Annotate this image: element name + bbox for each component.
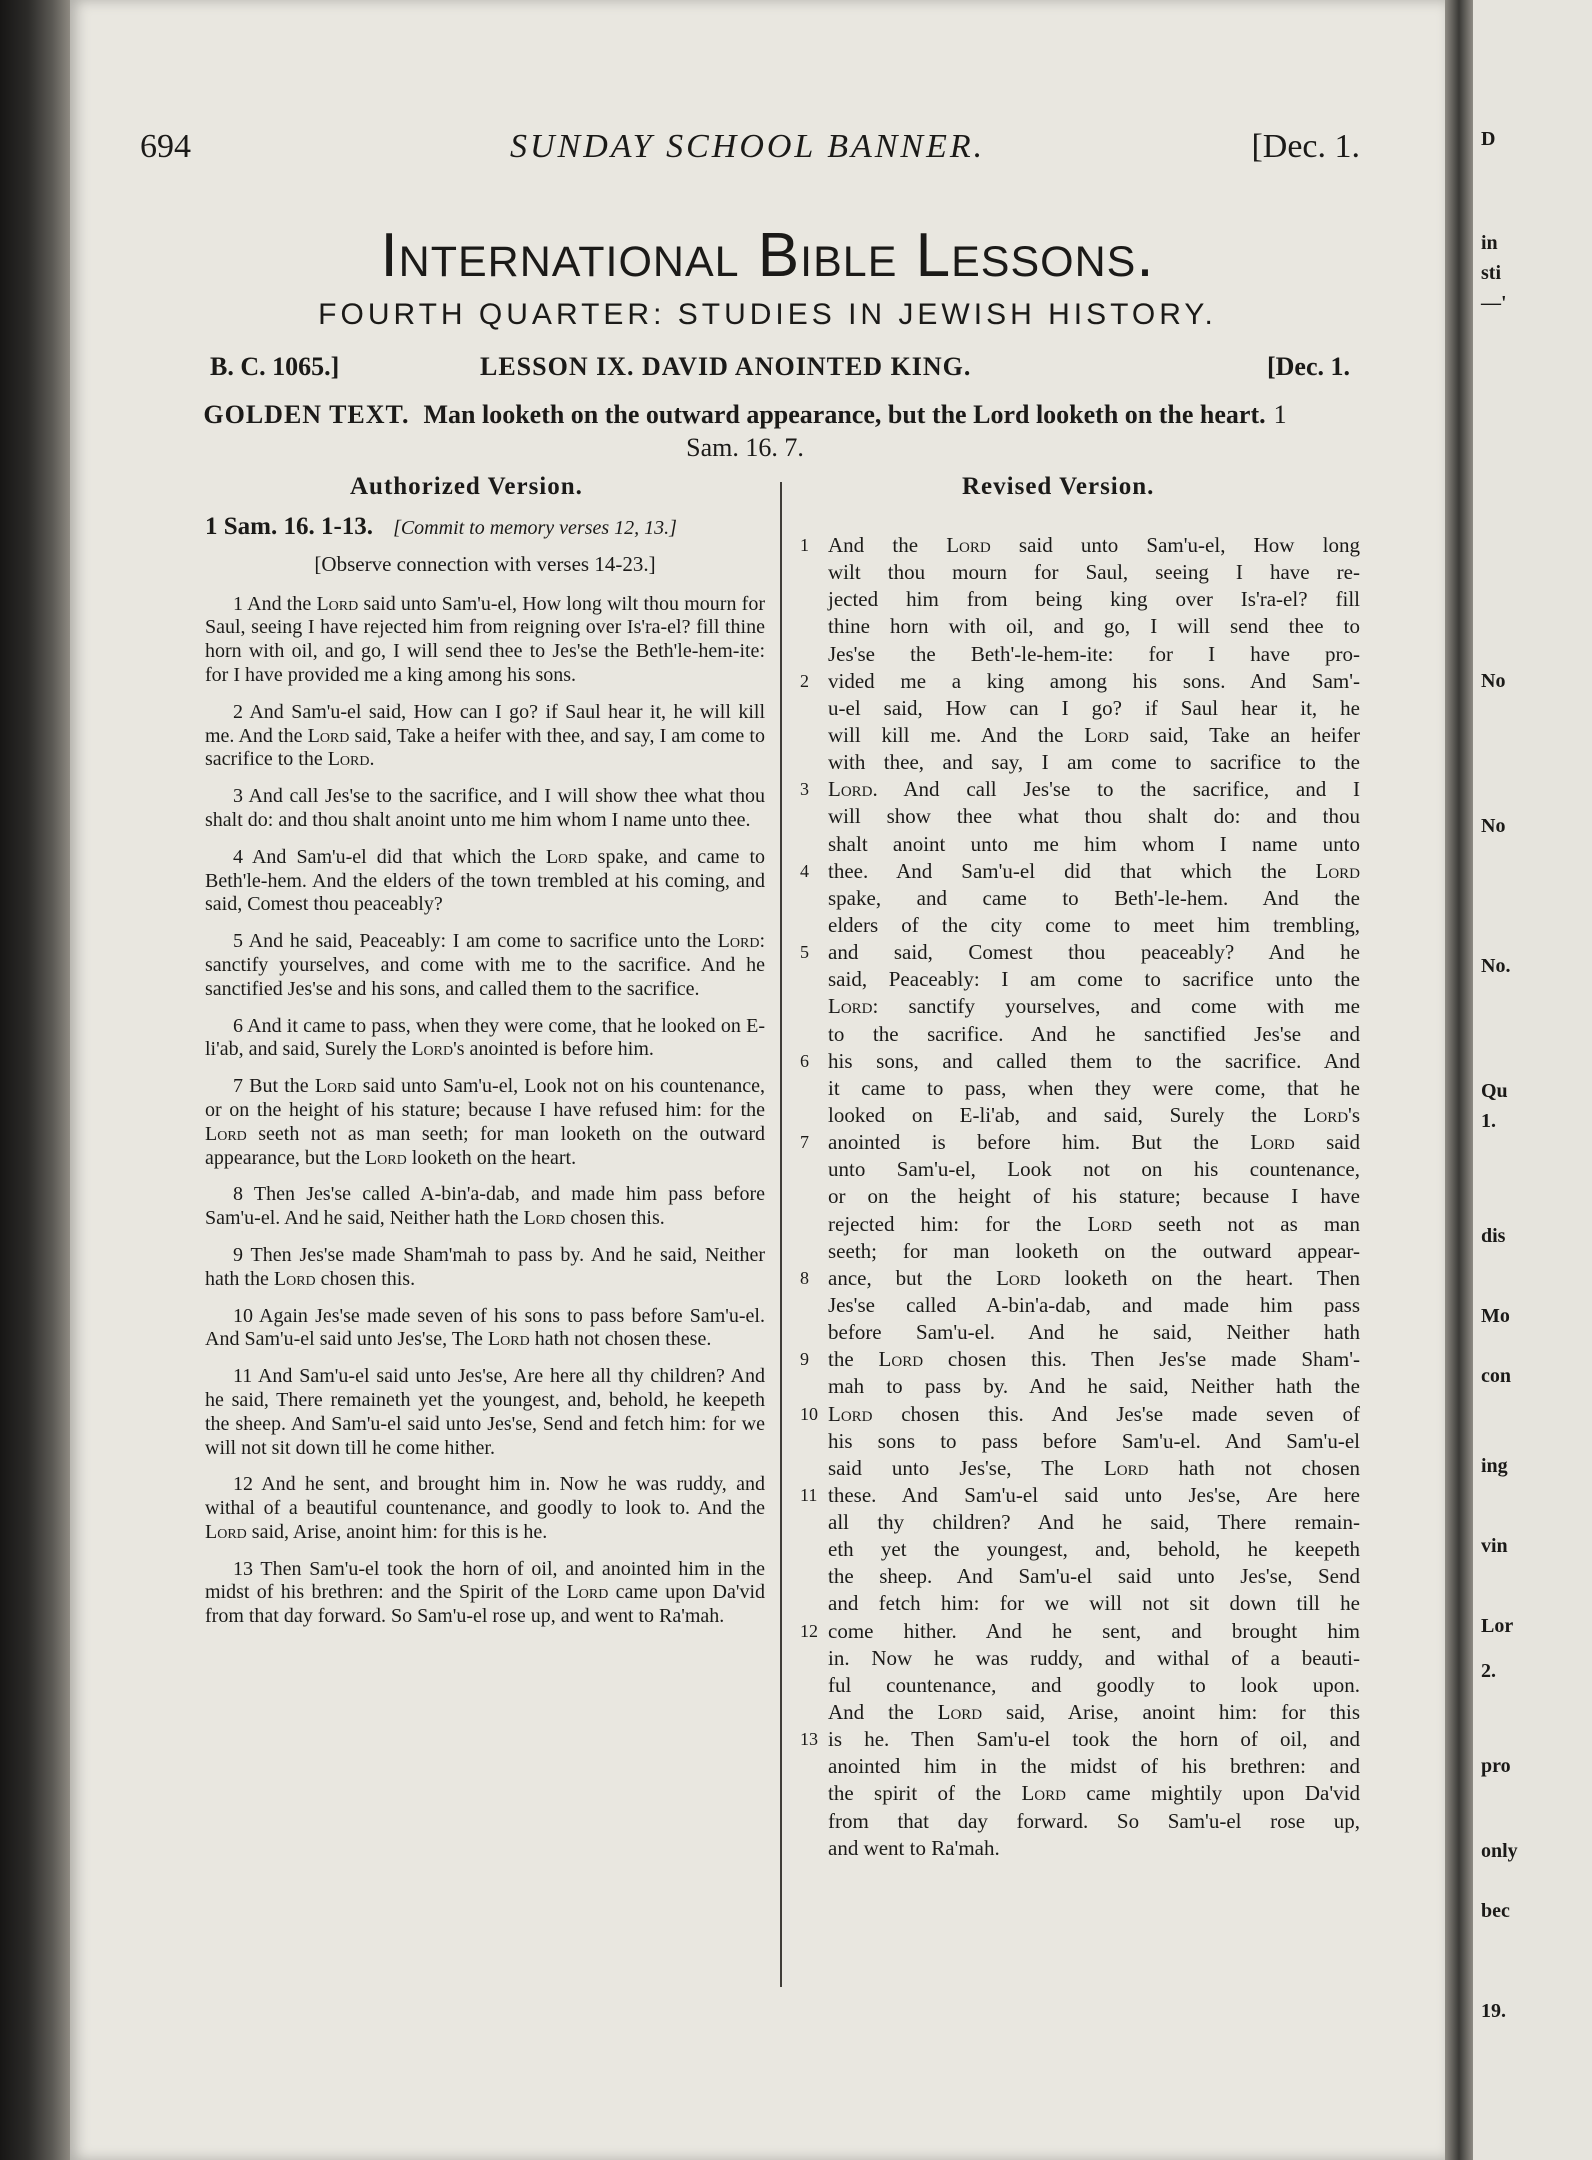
revised-line — [800, 1238, 1360, 1265]
next-page-fragment: dis — [1481, 1225, 1506, 1247]
revised-line — [800, 1102, 1360, 1129]
revised-line-text: thine horn with oil, and go, I will send thee to — [828, 614, 1360, 639]
commit-note: [Commit to memory verses 12, 13.] — [393, 517, 677, 539]
revised-line — [800, 1021, 1360, 1048]
header-date: [Dec. 1. — [1251, 128, 1360, 165]
revised-line-text: in. Now he was ruddy, and withal of a beauti- — [828, 1645, 1360, 1670]
magazine-title: SUNDAY SCHOOL BANNER. — [510, 128, 986, 165]
revised-line-text: rejected him: for the Lord seeth not as man — [828, 1211, 1360, 1236]
page-number: 694 — [140, 128, 191, 165]
next-page-fragment: No — [1481, 670, 1506, 692]
revised-line — [800, 776, 1360, 803]
revised-line — [800, 1726, 1360, 1753]
next-page-fragment: D — [1481, 128, 1496, 150]
revised-line-text: and fetch him: for we will not sit down till he — [828, 1591, 1360, 1616]
revised-line-text: come hither. And he sent, and brought him — [828, 1618, 1360, 1643]
page-subtitle: FOURTH QUARTER: STUDIES IN JEWISH HISTORY. — [318, 298, 1217, 331]
revised-line-text: looked on E-li'ab, and said, Surely the Lord's — [828, 1102, 1360, 1127]
revised-line-text: Jes'se the Beth'-le-hem-ite: for I have pro- — [828, 641, 1360, 666]
revised-line-text: mah to pass by. And he said, Neither hath the — [828, 1374, 1360, 1399]
book-spine — [0, 0, 70, 2160]
revised-line — [800, 586, 1360, 613]
revised-line — [800, 966, 1360, 993]
revised-line — [800, 803, 1360, 830]
revised-line-text: And the Lord said unto Sam'u-el, How long — [828, 533, 1360, 557]
revised-line — [800, 993, 1360, 1020]
revised-line-text: with thee, and say, I am come to sacrifice to the — [828, 750, 1360, 775]
lesson-name: LESSON IX. DAVID ANOINTED KING. — [480, 352, 972, 381]
revised-line — [800, 1563, 1360, 1590]
authorized-verse: 3 And call Jes'se to the sacrifice, and I will show thee what thou shalt do: and thou shalt anoint unto me him whom I name unto thee. — [205, 785, 765, 831]
revised-line-text: u-el said, How can I go? if Saul hear it, he — [828, 695, 1360, 720]
next-page-fragment: Lor — [1481, 1615, 1514, 1637]
revised-line — [800, 1672, 1360, 1699]
verse-number: 11 — [800, 1484, 818, 1505]
revised-line — [800, 1048, 1360, 1075]
revised-line — [800, 1428, 1360, 1455]
revised-line-text: spake, and came to Beth'-le-hem. And the — [828, 885, 1360, 910]
revised-line — [800, 1699, 1360, 1726]
next-page-edge — [1473, 0, 1592, 2160]
revised-line — [800, 668, 1360, 695]
next-page-fragment: 19. — [1481, 2000, 1506, 2022]
authorized-verses — [205, 593, 765, 1629]
revised-line-text: thee. And Sam'u-el did that which the Lord — [828, 858, 1360, 883]
golden-text-label: GOLDEN TEXT. — [203, 400, 410, 429]
revised-line — [800, 1536, 1360, 1563]
revised-line — [800, 1265, 1360, 1292]
authorized-verse: 7 But the Lord said unto Sam'u-el, Look not on his countenance, or on the height of his stature; because I have refused him: for the Lord seeth not as man seeth; for man looketh on the outward appearance, but the Lord looketh on the heart. — [205, 1075, 765, 1169]
column-divider — [780, 482, 782, 1987]
revised-line — [800, 1590, 1360, 1617]
revised-line-text: to the sacrifice. And he sanctified Jes'se and — [828, 1021, 1360, 1046]
revised-line-text: Lord. And call Jes'se to the sacrifice, and I — [828, 777, 1360, 802]
revised-line-text: ful countenance, and goodly to look upon. — [828, 1672, 1360, 1697]
revised-line-text: anointed him in the midst of his brethren: and — [828, 1754, 1360, 1779]
golden-text-body: Man looketh on the outward appearance, but the Lord looketh on the heart. — [423, 400, 1266, 429]
revised-line — [800, 912, 1360, 939]
revised-version — [800, 532, 1360, 1862]
revised-line-text: ance, but the Lord looketh on the heart. Then — [828, 1265, 1360, 1290]
revised-line-text: the spirit of the Lord came mightily upon Da'vid — [828, 1781, 1360, 1806]
revised-line-text: and said, Comest thou peaceably? And he — [828, 940, 1360, 965]
authorized-verse: 1 And the Lord said unto Sam'u-el, How long wilt thou mourn for Saul, seeing I have rejected him from reigning over Is'ra-el? fill thine horn with oil, and go, I will send thee to Jes'se the Beth'le-hem-ite: for I have provided me a king among his sons. — [205, 592, 765, 686]
next-page-fragment: pro — [1481, 1755, 1511, 1777]
authorized-verse: 13 Then Sam'u-el took the horn of oil, and anointed him in the midst of his brethren: and the Spirit of the Lord came upon Da'vid from that day forward. So Sam'u-el rose up, and went to Ra'mah. — [205, 1557, 766, 1628]
revised-line — [800, 831, 1360, 858]
revised-heading: Revised Version. — [962, 473, 1155, 500]
revised-line — [800, 885, 1360, 912]
verse-number: 9 — [800, 1349, 809, 1370]
verse-number: 2 — [800, 670, 809, 691]
revised-line — [800, 1129, 1360, 1156]
next-page-fragment: —' — [1481, 292, 1507, 314]
golden-text-ref: 1 Sam. 16. 7. — [686, 400, 1287, 462]
revised-line-text: shalt anoint unto me him whom I name unto — [828, 831, 1360, 856]
running-header — [140, 128, 1360, 178]
next-page-fragment: Qu — [1481, 1080, 1508, 1102]
revised-line — [800, 1780, 1360, 1807]
revised-line — [800, 1373, 1360, 1400]
revised-line-text: the sheep. And Sam'u-el said unto Jes'se, Send — [828, 1564, 1360, 1589]
revised-line — [800, 559, 1360, 586]
authorized-verse: 10 Again Jes'se made seven of his sons to pass before Sam'u-el. And Sam'u-el said unto Jes'se, The Lord hath not chosen these. — [205, 1304, 765, 1351]
verse-number: 13 — [800, 1729, 818, 1750]
observe-note: [Observe connection with verses 14-23.] — [314, 551, 656, 576]
revised-line — [800, 1753, 1360, 1780]
revised-line-text: will kill me. And the Lord said, Take an heifer — [828, 722, 1360, 747]
revised-line-text: Jes'se called A-bin'a-dab, and made him pass — [828, 1292, 1360, 1317]
next-page-fragment: con — [1481, 1365, 1511, 1387]
authorized-verse: 9 Then Jes'se made Sham'mah to pass by. And he said, Neither hath the Lord chosen this. — [205, 1243, 765, 1290]
verse-number: 10 — [800, 1403, 818, 1424]
revised-line-text: said, Peaceably: I am come to sacrifice unto the — [828, 967, 1360, 992]
revised-line-text: vided me a king among his sons. And Sam'- — [828, 668, 1360, 693]
revised-line — [800, 532, 1360, 559]
next-page-fragment: No. — [1481, 955, 1511, 977]
revised-line-text: wilt thou mourn for Saul, seeing I have re- — [828, 560, 1360, 585]
revised-line — [800, 1292, 1360, 1319]
authorized-verse: 2 And Sam'u-el said, How can I go? if Saul hear it, he will kill me. And the Lord said, Take a heifer with thee, and say, I am come to sacrifice to the Lord. — [205, 700, 765, 771]
revised-line — [800, 1319, 1360, 1346]
next-page-fragment: sti — [1481, 262, 1501, 284]
authorized-verse: 8 Then Jes'se called A-bin'a-dab, and made him pass before Sam'u-el. And he said, Neither hath the Lord chosen this. — [205, 1183, 765, 1230]
revised-line-text: and went to Ra'mah. — [828, 1835, 1000, 1860]
revised-line — [800, 1346, 1360, 1373]
next-page-fragment: ing — [1481, 1455, 1508, 1477]
revised-line-text: is he. Then Sam'u-el took the horn of oil, and — [828, 1727, 1360, 1752]
revised-line — [800, 1211, 1360, 1238]
lesson-bc: B. C. 1065.] — [210, 352, 340, 381]
revised-line-text: Lord: sanctify yourselves, and come with me — [828, 994, 1360, 1019]
verse-number: 7 — [800, 1132, 809, 1153]
revised-line-text: unto Sam'u-el, Look not on his countenance, — [828, 1157, 1360, 1182]
revised-line-text: said unto Jes'se, The Lord hath not chosen — [828, 1455, 1360, 1480]
revised-line — [800, 1075, 1360, 1102]
revised-line — [800, 749, 1360, 776]
revised-line-text: Lord chosen this. And Jes'se made seven of — [828, 1401, 1360, 1426]
next-page-fragment: Mo — [1481, 1305, 1510, 1327]
revised-line-text: eth yet the youngest, and, behold, he keepeth — [828, 1537, 1360, 1562]
revised-line — [800, 1618, 1360, 1645]
revised-line — [800, 1509, 1360, 1536]
authorized-verse: 6 And it came to pass, when they were come, that he looked on E-li'ab, and said, Surely the Lord's anointed is before him. — [205, 1014, 765, 1061]
lesson-date: [Dec. 1. — [1266, 352, 1350, 381]
next-page-fragment: No — [1481, 815, 1506, 837]
revised-line-text: it came to pass, when they were come, that he — [828, 1075, 1360, 1100]
revised-line — [800, 1808, 1360, 1835]
revised-line — [800, 858, 1360, 885]
revised-line — [800, 1645, 1360, 1672]
revised-line-text: jected him from being king over Is'ra-el? fill — [828, 587, 1360, 612]
authorized-verse: 4 And Sam'u-el did that which the Lord spake, and came to Beth'le-hem. And the elders of the town trembled at his coming, and said, Comest thou peaceably? — [205, 845, 765, 916]
authorized-verse: 11 And Sam'u-el said unto Jes'se, Are here all thy children? And he said, There remaineth yet the youngest, and, behold, he keepeth the sheep. And Sam'u-el said unto Jes'se, Send and fetch him: for we will not sit down till he come hither. — [205, 1365, 765, 1459]
revised-line-text: anointed is before him. But the Lord said — [828, 1130, 1360, 1155]
revised-line — [800, 1455, 1360, 1482]
revised-line-text: his sons to pass before Sam'u-el. And Sam'u-el — [828, 1428, 1360, 1453]
revised-line — [800, 722, 1360, 749]
revised-line-text: elders of the city come to meet him trembling, — [828, 912, 1360, 937]
revised-line-text: or on the height of his stature; because I have — [828, 1184, 1360, 1209]
authorized-heading: Authorized Version. — [350, 473, 583, 500]
verse-number: 3 — [800, 779, 809, 800]
revised-line — [800, 613, 1360, 640]
revised-line-text: these. And Sam'u-el said unto Jes'se, Are here — [828, 1482, 1360, 1507]
next-page-fragment: only — [1481, 1840, 1518, 1862]
revised-line — [800, 1183, 1360, 1210]
revised-line — [800, 1156, 1360, 1183]
revised-line — [800, 939, 1360, 966]
revised-line-text: from that day forward. So Sam'u-el rose up, — [828, 1808, 1360, 1833]
verse-number: 1 — [800, 535, 809, 555]
verse-number: 5 — [800, 942, 809, 963]
revised-line-text: will show thee what thou shalt do: and thou — [828, 804, 1360, 829]
verse-number: 4 — [800, 860, 809, 881]
authorized-version — [205, 515, 765, 1642]
revised-line-text: the Lord chosen this. Then Jes'se made Sham'- — [828, 1347, 1360, 1372]
revised-line — [800, 1482, 1360, 1509]
revised-line-text: And the Lord said, Arise, anoint him: for this — [828, 1700, 1360, 1725]
golden-text — [180, 398, 1310, 464]
next-page-fragment: vin — [1481, 1535, 1508, 1557]
revised-line-text: before Sam'u-el. And he said, Neither hath — [828, 1320, 1360, 1345]
authorized-verse: 12 And he sent, and brought him in. Now he was ruddy, and withal of a beautiful countenance, and goodly to look to. And the Lord said, Arise, anoint him: for this is he. — [205, 1473, 765, 1543]
next-page-fragment: in — [1481, 232, 1498, 254]
next-page-fragment: 2. — [1481, 1660, 1496, 1682]
revised-line-text: seeth; for man looketh on the outward appear- — [828, 1238, 1360, 1263]
next-page-fragment: 1. — [1481, 1110, 1496, 1132]
page-title: International Bible Lessons. — [380, 221, 1155, 290]
reference-text: 1 Sam. 16. 1-13. — [205, 513, 374, 540]
authorized-verse: 5 And he said, Peaceably: I am come to sacrifice unto the Lord: sanctify yourselves, and come with me to the sacrifice. And he sanctified Jes'se and his sons, and called them to the sacrifice. — [205, 930, 765, 1000]
scripture-reference — [205, 515, 765, 541]
verse-number: 12 — [800, 1620, 818, 1641]
verse-number: 6 — [800, 1050, 809, 1071]
verse-number: 8 — [800, 1267, 809, 1288]
lesson-line — [210, 352, 1350, 392]
page-gutter — [1445, 0, 1473, 2160]
revised-line-text: his sons, and called them to the sacrifice. And — [828, 1048, 1360, 1073]
next-page-fragment: bec — [1481, 1900, 1510, 1922]
revised-line — [800, 1401, 1360, 1428]
revised-line — [800, 695, 1360, 722]
revised-line — [800, 641, 1360, 668]
revised-line-text: all thy children? And he said, There remain- — [828, 1510, 1360, 1535]
revised-line — [800, 1835, 1360, 1862]
